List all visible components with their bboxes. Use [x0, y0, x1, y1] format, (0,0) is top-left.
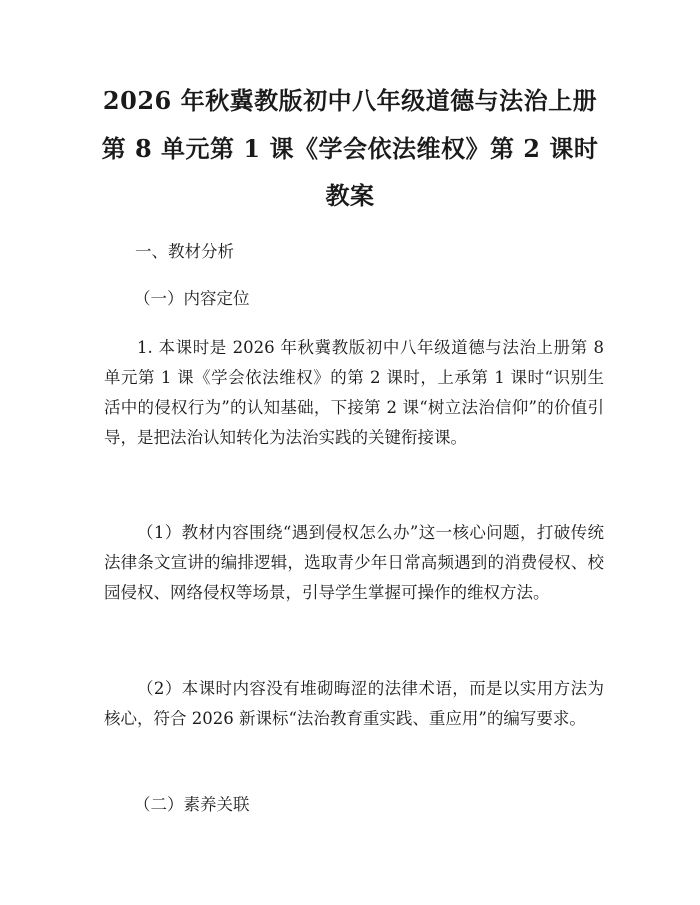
document-title-line-3: 教案: [325, 181, 375, 210]
paragraph-2: （1）教材内容围绕“遇到侵权怎么办”这一核心问题，打破传统法律条文宣讲的编排逻辑，选取青少年日常高频遇到的消费侵权、校园侵权、网络侵权等场景，引导学生掌握可操作的维权方法。: [104, 523, 604, 602]
paragraph-1: 1. 本课时是 2026 年秋冀教版初中八年级道德与法治上册第 8 单元第 1 课《学会依法维权》的第 2 课时，上承第 1 课时“识别生活中的侵权行为”的认知基础，下接第 2 课“树立法治信仰”的价值引导，是把法治认知转化为法治实践的关键衔接课。: [104, 338, 604, 447]
document-title-line-2: 第 8 单元第 1 课《学会依法维权》第 2 课时: [101, 134, 599, 163]
subsection-heading-content-positioning: （一）内容定位: [134, 289, 250, 308]
subsection-heading-literacy-connection: （二）素养关联: [134, 795, 250, 814]
document-title-line-1: 2026 年秋冀教版初中八年级道德与法治上册: [102, 86, 598, 115]
section-heading-textbook-analysis: 一、教材分析: [135, 242, 234, 261]
paragraph-3: （2）本课时内容没有堆砌晦涩的法律术语，而是以实用方法为核心，符合 2026 新课标“法治教育重实践、重应用”的编写要求。: [104, 679, 604, 728]
